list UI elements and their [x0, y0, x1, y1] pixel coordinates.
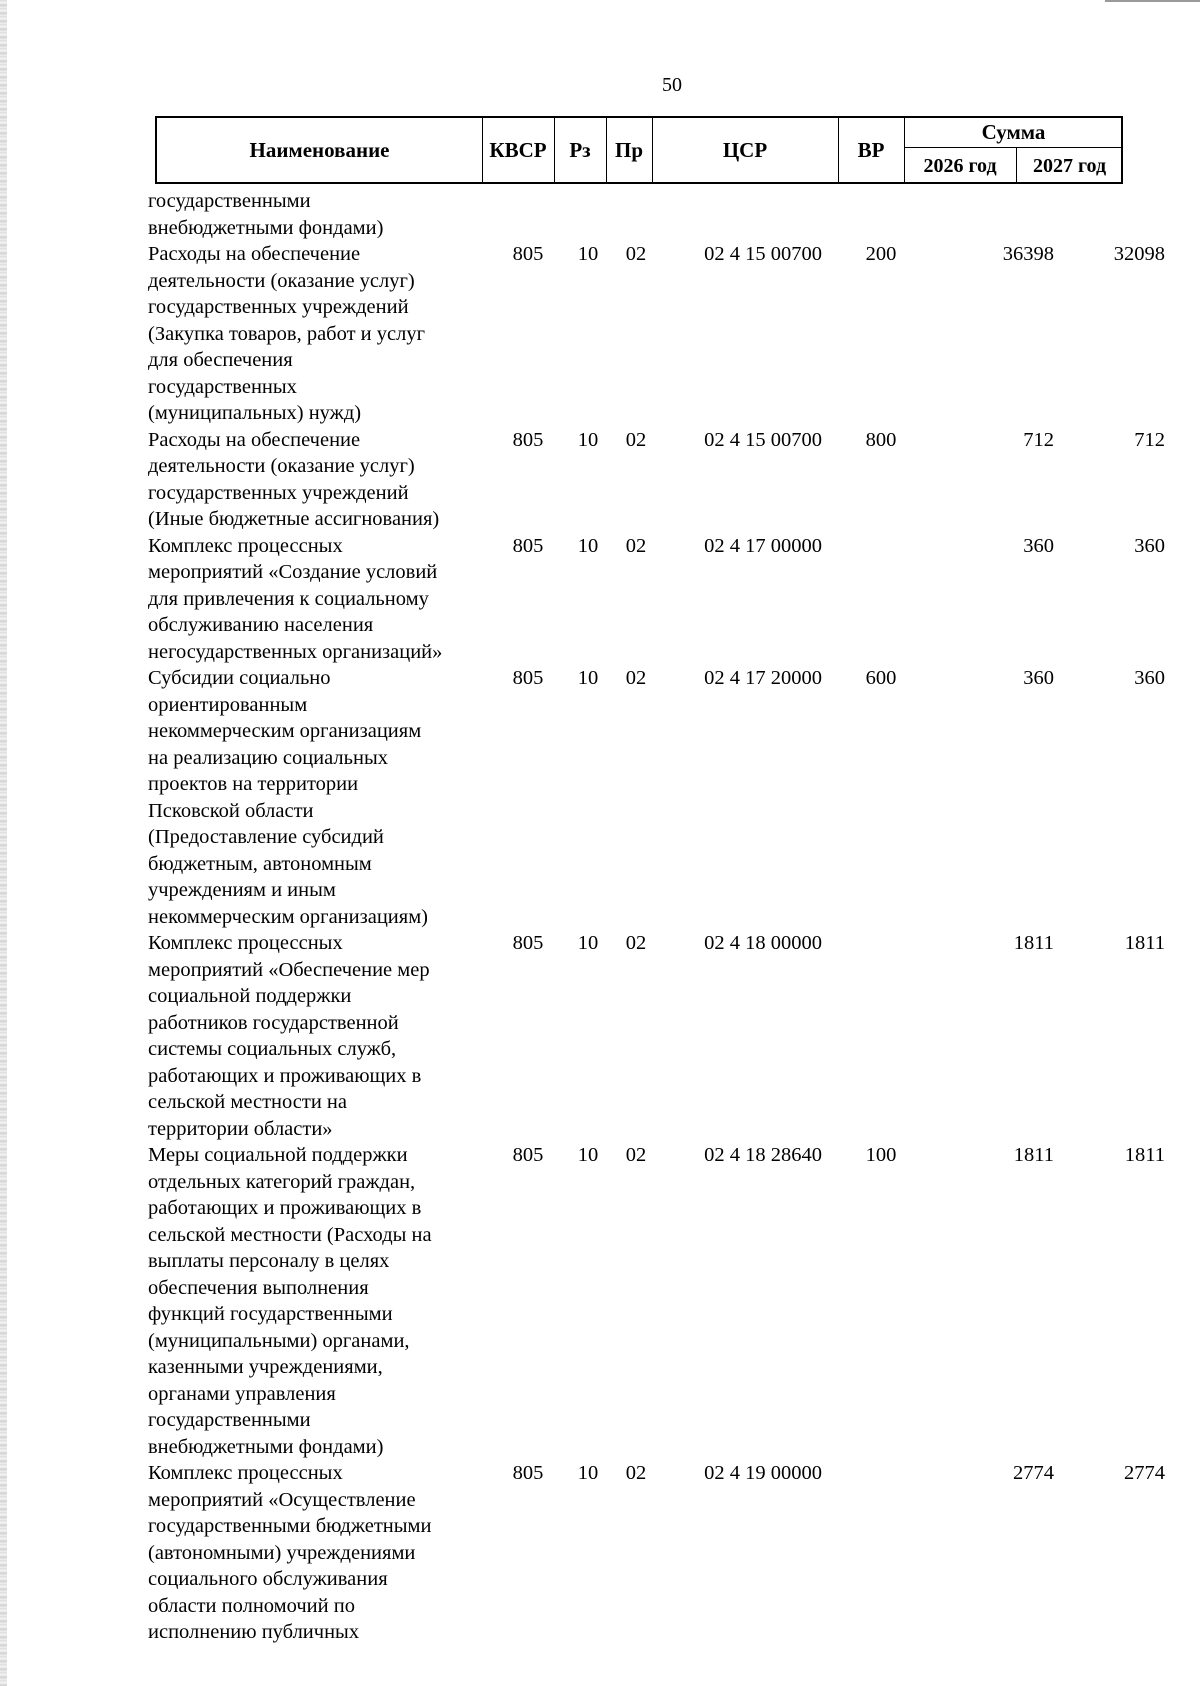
row-name: Расходы на обеспечение деятельности (оказание услуг) государственных учреждений (Закупка товаров, работ и услуг для обеспечения государственных (муниципальных) нужд)	[148, 243, 426, 424]
row-csr: 02 4 17 00000	[704, 534, 822, 557]
row-sum-2026: 360	[1023, 667, 1054, 689]
row-rz: 10	[577, 667, 599, 689]
row-vr: 600	[865, 667, 897, 689]
row-sum-2027: 1811	[1124, 932, 1165, 954]
row-rz: 10	[577, 1144, 599, 1166]
header-csr: ЦСР	[722, 137, 768, 162]
row-rz: 10	[577, 932, 599, 954]
row-sum-2026: 2774	[1013, 1462, 1054, 1484]
row-sum-2027: 712	[1134, 428, 1165, 451]
row-pr: 02	[625, 534, 647, 557]
row-sum-2027: 32098	[1113, 243, 1165, 265]
row-name: Расходы на обеспечение деятельности (оказание услуг) государственных учреждений (Иные бюджетные ассигнования)	[148, 428, 440, 530]
header-sum: Сумма	[904, 118, 1123, 148]
row-rz: 10	[577, 534, 599, 557]
row-vr: 200	[865, 243, 897, 265]
row-name: Меры социальной поддержки отдельных категорий граждан, работающих и проживающих в сельской местности (Расходы на выплаты персоналу в целях обеспечения выполнения функций государственными (муниципальными) органами, казенными учреждениями, органами управления государственными внебюджетными фондами)	[148, 1144, 432, 1458]
table-row	[148, 188, 1128, 241]
row-rz: 10	[577, 1462, 599, 1484]
page-number: 50	[662, 74, 682, 96]
row-name: Комплекс процессных мероприятий «Создание условий для привлечения к социальному обслуживанию населения негосударственных организаций»	[148, 534, 443, 663]
row-sum-2027: 360	[1134, 667, 1165, 689]
row-sum-2026: 1811	[1013, 932, 1054, 954]
header-name: Наименование	[249, 137, 390, 162]
row-sum-2027: 1811	[1124, 1144, 1165, 1166]
table-row	[148, 665, 1165, 930]
header-year-2027: 2027 год	[1032, 154, 1107, 177]
table-header	[155, 116, 1123, 184]
row-kvsr: 805	[512, 1462, 544, 1484]
table-row	[148, 1460, 1165, 1646]
row-sum-2026: 36398	[1002, 243, 1054, 265]
header-vr: ВР	[857, 137, 885, 162]
scan-edge	[0, 0, 7, 1686]
row-csr: 02 4 15 00700	[704, 243, 822, 265]
row-vr: 800	[865, 428, 897, 451]
header-rz: Рз	[569, 137, 591, 162]
row-pr: 02	[625, 667, 647, 689]
row-sum-2027: 2774	[1124, 1462, 1165, 1484]
scan-top-line	[1105, 0, 1200, 2]
row-kvsr: 805	[512, 428, 544, 451]
table-row	[148, 930, 1165, 1142]
table-row	[148, 1142, 1165, 1460]
row-pr: 02	[625, 932, 647, 954]
row-name: Комплекс процессных мероприятий «Осуществление государственными бюджетными (автономными) учреждениями социального обслуживания области полномочий по исполнению публичных	[148, 1462, 432, 1643]
table-row	[148, 241, 1165, 427]
header-kvsr: КВСР	[489, 137, 547, 162]
row-rz: 10	[577, 428, 599, 451]
row-csr: 02 4 18 28640	[704, 1144, 822, 1166]
row-vr: 100	[865, 1144, 897, 1166]
row-kvsr: 805	[512, 243, 544, 265]
table-row	[148, 427, 1165, 533]
row-kvsr: 805	[512, 534, 544, 557]
row-kvsr: 805	[512, 667, 544, 689]
row-sum-2026: 712	[1023, 428, 1054, 451]
row-csr: 02 4 19 00000	[704, 1462, 822, 1484]
table-row	[148, 533, 1165, 666]
row-pr: 02	[625, 243, 647, 265]
row-csr: 02 4 18 00000	[704, 932, 822, 954]
row-pr: 02	[625, 1144, 647, 1166]
row-rz: 10	[577, 243, 599, 265]
row-name: Субсидии социально ориентированным некоммерческим организациям на реализацию социальных проектов на территории Псковской области (Предоставление субсидий бюджетным, автономным учреждениям и иным некоммерческим организациям)	[148, 667, 428, 928]
row-pr: 02	[625, 428, 647, 451]
row-csr: 02 4 15 00700	[704, 428, 822, 451]
row-name: Комплекс процессных мероприятий «Обеспечение мер социальной поддержки работников государственной системы социальных служб, работающих и проживающих в сельской местности на территории области»	[148, 932, 430, 1140]
row-sum-2026: 360	[1023, 534, 1054, 557]
row-pr: 02	[625, 1462, 647, 1484]
table-body	[148, 188, 1165, 1646]
row-name: государственными внебюджетными фондами)	[148, 190, 384, 239]
row-csr: 02 4 17 20000	[704, 667, 822, 689]
header-year-2026: 2026 год	[923, 154, 997, 177]
row-sum-2027: 360	[1134, 534, 1165, 557]
row-sum-2026: 1811	[1013, 1144, 1054, 1166]
row-kvsr: 805	[512, 1144, 544, 1166]
header-pr: Пр	[614, 137, 643, 162]
row-kvsr: 805	[512, 932, 544, 954]
